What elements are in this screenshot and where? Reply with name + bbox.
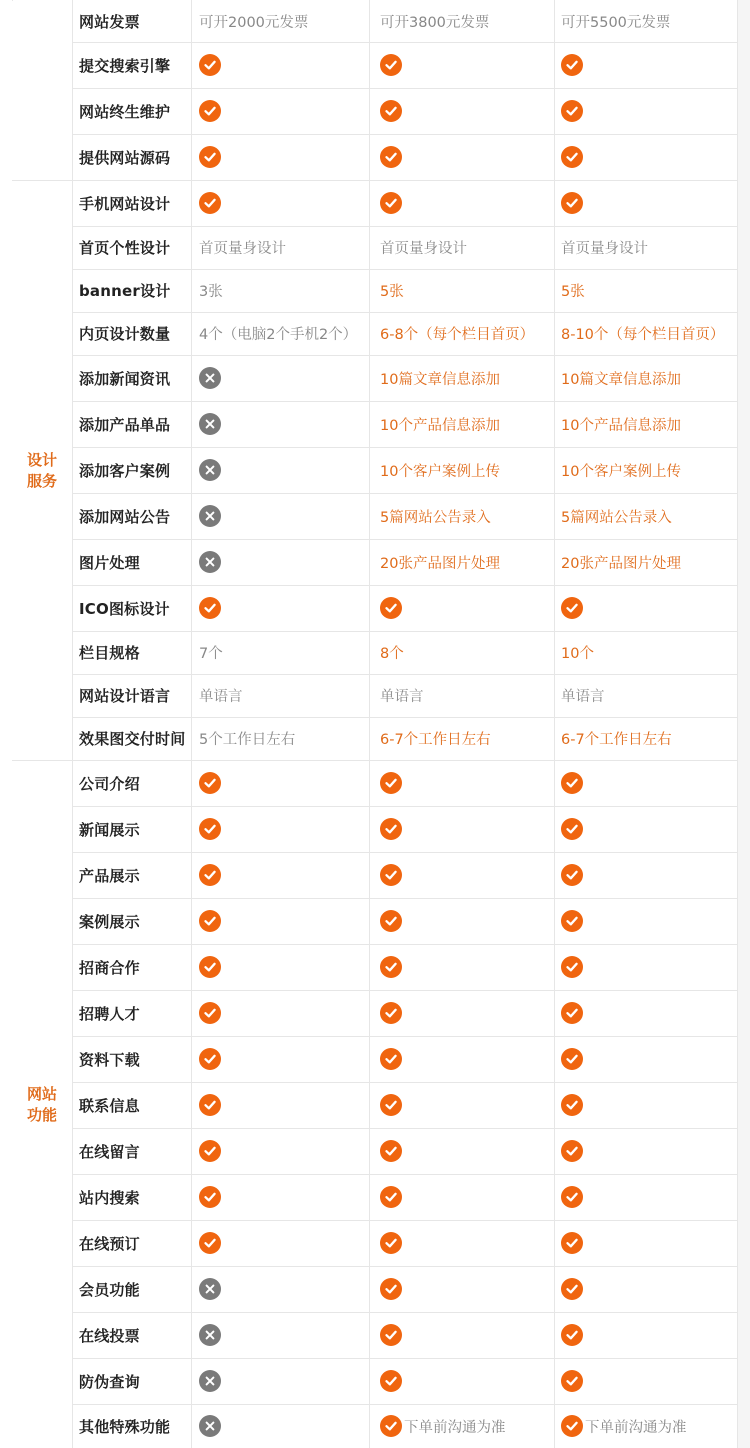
cell-value: 20张产品图片处理 [380, 555, 500, 572]
cell-package-standard [373, 355, 555, 401]
cell-package-premium [554, 760, 738, 806]
check-circle-icon [199, 956, 221, 978]
cell-package-standard [373, 1128, 555, 1174]
cell-value: 4个（电脑2个手机2个） [199, 327, 358, 343]
cell-package-premium [554, 312, 738, 355]
check-circle-icon [561, 956, 583, 978]
cell-package-basic [192, 1312, 370, 1358]
cell-package-basic [192, 269, 370, 312]
cell-package-premium [554, 355, 738, 401]
x-circle-icon [199, 1415, 221, 1437]
cell-package-standard [373, 760, 555, 806]
cell-package-basic [192, 355, 370, 401]
check-circle-icon [380, 864, 402, 886]
cell-value: 10篇文章信息添加 [561, 371, 681, 388]
feature-label: 招商合作 [79, 958, 140, 977]
cell-package-basic [192, 852, 370, 898]
feature-label: 栏目规格 [79, 644, 140, 662]
feature-label: 新闻展示 [79, 820, 140, 839]
cell-package-basic [192, 898, 370, 944]
check-circle-icon [380, 1094, 402, 1116]
category-label [12, 761, 72, 1448]
scroll-gutter [738, 0, 750, 1448]
check-circle-icon [561, 1232, 583, 1254]
cell-package-premium [554, 269, 738, 312]
check-circle-icon [561, 772, 583, 794]
feature-label: 在线留言 [79, 1142, 140, 1161]
cell-package-standard [373, 1404, 555, 1448]
cell-value: 5张 [561, 284, 585, 300]
feature-label: 资料下载 [79, 1050, 140, 1069]
check-circle-icon [380, 597, 402, 619]
check-circle-icon [380, 818, 402, 840]
check-circle-icon [561, 54, 583, 76]
cell-package-standard [373, 1220, 555, 1266]
check-circle-icon [380, 1232, 402, 1254]
feature-label: 网站终生维护 [79, 102, 171, 121]
cell-value: 首页量身设计 [380, 241, 467, 257]
check-circle-icon [561, 1278, 583, 1300]
feature-label: 防伪查询 [79, 1372, 140, 1391]
cell-package-standard [373, 674, 555, 717]
cell-value: 5篇网站公告录入 [561, 509, 672, 526]
cell-package-basic [192, 539, 370, 585]
check-circle-icon [561, 1002, 583, 1024]
check-circle-icon [380, 1002, 402, 1024]
cell-package-premium [554, 180, 738, 226]
cell-value: 可开2000元发票 [199, 14, 309, 31]
cell-package-basic [192, 88, 370, 134]
feature-label: 手机网站设计 [79, 194, 171, 213]
cell-package-standard [373, 631, 555, 674]
cell-package-standard [373, 1312, 555, 1358]
cell-package-standard [373, 539, 555, 585]
cell-package-premium [554, 1082, 738, 1128]
check-circle-icon [199, 146, 221, 168]
cell-value: 10个客户案例上传 [380, 463, 500, 480]
check-circle-icon [561, 1048, 583, 1070]
category-title: 设计服务 [27, 450, 58, 490]
cell-value: 5张 [380, 284, 404, 300]
cell-package-premium [554, 852, 738, 898]
cell-package-standard [373, 1082, 555, 1128]
cell-value: 6-8个（每个栏目首页） [380, 327, 535, 343]
cell-package-standard [373, 401, 555, 447]
cell-package-basic [192, 1220, 370, 1266]
cell-value: 10个客户案例上传 [561, 463, 681, 480]
check-circle-icon [199, 1048, 221, 1070]
cell-package-basic [192, 180, 370, 226]
cell-value: 单语言 [561, 689, 605, 705]
cell-value: 首页量身设计 [199, 241, 286, 257]
cell-package-standard [373, 134, 555, 180]
check-circle-icon [380, 1048, 402, 1070]
cell-package-basic [192, 944, 370, 990]
cell-package-premium [554, 226, 738, 269]
category-label [12, 181, 72, 760]
check-circle-icon [199, 597, 221, 619]
cell-value: 单语言 [199, 689, 243, 705]
cell-package-standard [373, 42, 555, 88]
x-circle-icon [199, 367, 221, 389]
cell-package-standard [373, 447, 555, 493]
check-circle-icon [380, 146, 402, 168]
check-circle-icon [561, 1140, 583, 1162]
feature-label: 网站设计语言 [79, 687, 171, 705]
cell-package-premium [554, 898, 738, 944]
cell-package-premium [554, 493, 738, 539]
cell-package-basic [192, 1174, 370, 1220]
feature-label: 效果图交付时间 [79, 730, 186, 748]
check-circle-icon [380, 956, 402, 978]
check-circle-icon [561, 146, 583, 168]
feature-label: 公司介绍 [79, 774, 140, 793]
cell-package-standard [373, 1266, 555, 1312]
cell-value: 10篇文章信息添加 [380, 371, 500, 388]
check-circle-icon [199, 1186, 221, 1208]
cell-value: 3张 [199, 284, 223, 300]
check-circle-icon [199, 818, 221, 840]
check-circle-icon [380, 100, 402, 122]
check-circle-icon [199, 1140, 221, 1162]
check-circle-icon [199, 1094, 221, 1116]
cell-package-basic [192, 493, 370, 539]
cell-package-standard [373, 180, 555, 226]
cell-package-basic [192, 1036, 370, 1082]
x-circle-icon [199, 1278, 221, 1300]
cell-package-basic [192, 1358, 370, 1404]
cell-package-standard [373, 312, 555, 355]
check-circle-icon [380, 1324, 402, 1346]
check-circle-icon [199, 192, 221, 214]
feature-label: 在线投票 [79, 1326, 140, 1345]
feature-label: 产品展示 [79, 866, 140, 885]
cell-package-basic [192, 401, 370, 447]
feature-label: 添加新闻资讯 [79, 369, 171, 388]
feature-label: 会员功能 [79, 1280, 140, 1299]
cell-package-basic [192, 312, 370, 355]
check-circle-icon [561, 597, 583, 619]
cell-value: 首页量身设计 [561, 241, 648, 257]
cell-package-standard [373, 226, 555, 269]
cell-package-standard [373, 898, 555, 944]
cell-package-basic [192, 1082, 370, 1128]
check-circle-icon [380, 910, 402, 932]
x-circle-icon [199, 413, 221, 435]
cell-value: 可开5500元发票 [561, 14, 671, 31]
cell-value: 10个产品信息添加 [380, 417, 500, 434]
cell-package-premium [554, 0, 738, 42]
check-circle-icon [561, 1094, 583, 1116]
check-circle-icon [199, 910, 221, 932]
category-title: 网站功能 [27, 1084, 58, 1124]
cell-package-basic [192, 717, 370, 760]
check-circle-icon [199, 1002, 221, 1024]
cell-value: 可开3800元发票 [380, 14, 490, 31]
check-circle-icon [199, 864, 221, 886]
cell-package-premium [554, 1174, 738, 1220]
feature-label: 图片处理 [79, 553, 140, 572]
x-circle-icon [199, 1324, 221, 1346]
cell-package-premium [554, 1404, 738, 1448]
cell-value: 7个 [199, 646, 223, 662]
cell-package-basic [192, 585, 370, 631]
cell-package-standard [373, 717, 555, 760]
check-circle-icon [561, 100, 583, 122]
cell-package-standard [373, 269, 555, 312]
x-circle-icon [199, 1370, 221, 1392]
check-circle-icon [380, 192, 402, 214]
feature-label: 联系信息 [79, 1096, 140, 1115]
cell-package-basic [192, 1404, 370, 1448]
cell-package-standard [373, 88, 555, 134]
cell-package-basic [192, 447, 370, 493]
cell-value: 10个产品信息添加 [561, 417, 681, 434]
feature-label: 其他特殊功能 [79, 1417, 171, 1436]
cell-package-standard [373, 944, 555, 990]
cell-value: 单语言 [380, 689, 424, 705]
cell-package-premium [554, 1358, 738, 1404]
cell-package-standard [373, 0, 555, 42]
cell-package-premium [554, 1036, 738, 1082]
check-circle-icon [380, 772, 402, 794]
check-circle-icon [199, 772, 221, 794]
check-circle-icon [561, 818, 583, 840]
check-circle-icon [380, 54, 402, 76]
cell-package-premium [554, 1128, 738, 1174]
cell-package-premium [554, 401, 738, 447]
cell-package-standard [373, 493, 555, 539]
cell-package-basic [192, 1128, 370, 1174]
cell-value: 8个 [380, 646, 404, 662]
cell-package-basic [192, 226, 370, 269]
check-circle-icon [199, 100, 221, 122]
cell-package-basic [192, 990, 370, 1036]
cell-package-premium [554, 806, 738, 852]
cell-package-basic [192, 806, 370, 852]
check-circle-icon [380, 1140, 402, 1162]
cell-package-premium [554, 447, 738, 493]
feature-label: 首页个性设计 [79, 239, 171, 257]
check-circle-icon [561, 1324, 583, 1346]
cell-package-basic [192, 760, 370, 806]
check-circle-icon [380, 1186, 402, 1208]
cell-value: 5个工作日左右 [199, 732, 296, 748]
feature-label: 添加产品单品 [79, 415, 171, 434]
cell-package-standard [373, 990, 555, 1036]
cell-package-basic [192, 1266, 370, 1312]
check-circle-icon [561, 910, 583, 932]
cell-package-premium [554, 88, 738, 134]
feature-label: 案例展示 [79, 912, 140, 931]
cell-package-basic [192, 134, 370, 180]
cell-package-premium [554, 1266, 738, 1312]
cell-package-standard [373, 1036, 555, 1082]
cell-package-premium [554, 990, 738, 1036]
cell-package-premium [554, 1220, 738, 1266]
cell-note: 下单前沟通为准 [585, 1419, 687, 1436]
x-circle-icon [199, 551, 221, 573]
feature-label: 招聘人才 [79, 1004, 140, 1023]
cell-value: 10个 [561, 646, 594, 662]
check-circle-icon [561, 192, 583, 214]
category-label [12, 1, 72, 180]
check-circle-icon [561, 864, 583, 886]
cell-value: 6-7个工作日左右 [561, 732, 672, 748]
cell-package-premium [554, 134, 738, 180]
x-circle-icon [199, 459, 221, 481]
cell-package-premium [554, 717, 738, 760]
cell-value: 6-7个工作日左右 [380, 732, 491, 748]
cell-package-standard [373, 852, 555, 898]
check-circle-icon [380, 1415, 402, 1437]
cell-package-premium [554, 585, 738, 631]
cell-package-premium [554, 674, 738, 717]
check-circle-icon [380, 1370, 402, 1392]
cell-package-standard [373, 585, 555, 631]
cell-package-premium [554, 1312, 738, 1358]
cell-value: 20张产品图片处理 [561, 555, 681, 572]
cell-package-premium [554, 944, 738, 990]
feature-label: 在线预订 [79, 1234, 140, 1253]
feature-label: 添加网站公告 [79, 507, 171, 526]
feature-label: 提交搜索引擎 [79, 56, 171, 75]
cell-value: 8-10个（每个栏目首页） [561, 327, 725, 343]
feature-label: 提供网站源码 [79, 148, 171, 167]
feature-label: 添加客户案例 [79, 461, 171, 480]
cell-note: 下单前沟通为准 [404, 1419, 506, 1436]
check-circle-icon [380, 1278, 402, 1300]
check-circle-icon [561, 1186, 583, 1208]
x-circle-icon [199, 505, 221, 527]
cell-package-standard [373, 1358, 555, 1404]
cell-package-basic [192, 674, 370, 717]
cell-package-basic [192, 631, 370, 674]
feature-label: 内页设计数量 [79, 325, 171, 343]
cell-package-standard [373, 1174, 555, 1220]
feature-label: 站内搜索 [79, 1188, 140, 1207]
cell-package-basic [192, 42, 370, 88]
cell-package-premium [554, 42, 738, 88]
cell-package-premium [554, 631, 738, 674]
cell-package-basic [192, 0, 370, 42]
feature-label: ICO图标设计 [79, 599, 170, 618]
check-circle-icon [561, 1370, 583, 1392]
check-circle-icon [199, 54, 221, 76]
feature-label: banner设计 [79, 282, 171, 300]
cell-package-standard [373, 806, 555, 852]
check-circle-icon [199, 1232, 221, 1254]
cell-value: 5篇网站公告录入 [380, 509, 491, 526]
feature-label: 网站发票 [79, 12, 140, 31]
cell-package-premium [554, 539, 738, 585]
check-circle-icon [561, 1415, 583, 1437]
